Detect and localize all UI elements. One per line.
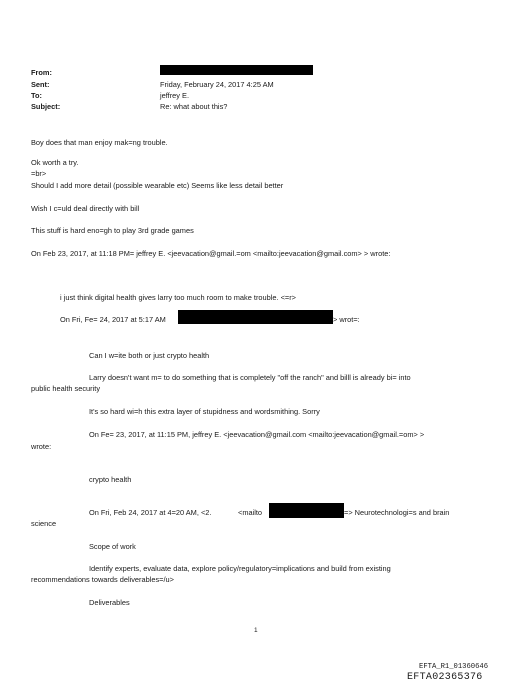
redacted-email: [269, 503, 344, 518]
redacted-from: [160, 65, 313, 75]
reply-line: On Fri, Feb 24, 2017 at 4=20 AM, <2.: [89, 508, 212, 517]
body-line: Should I add more detail (possible wearable etc) Seems like less detail better: [31, 181, 284, 190]
reply-line: public health security: [31, 384, 101, 393]
body-line: On Feb 23, 2017, at 11:18 PM= jeffrey E. <jeevacation@gmail.=om <mailto:jeevacation@gmail.com> > wrote:: [31, 249, 391, 258]
reply-line: <mailto: [238, 508, 263, 517]
quote-line: i just think digital health gives larry too much room to make trouble. <=r>: [60, 293, 296, 302]
to-value: jeffrey E.: [160, 91, 190, 100]
body-line: Ok worth a try.: [31, 158, 79, 167]
subject-label: Subject:: [31, 102, 61, 111]
sent-label: Sent:: [31, 80, 50, 89]
reply-line: science: [31, 519, 57, 528]
subject-value: Re: what about this?: [160, 102, 228, 111]
quote-line: > wrot=:: [333, 315, 360, 324]
sent-value: Friday, February 24, 2017 4:25 AM: [160, 80, 274, 89]
redacted-sender: [178, 310, 333, 324]
reply-line: Can I w=ite both or just crypto health: [89, 351, 210, 360]
reply-line: wrote:: [31, 442, 52, 451]
reply-line: Larry doesn't want m= to do something that is completely "off the ranch" and billl is already bi= into: [89, 373, 411, 382]
reply-line: Deliverables: [89, 598, 130, 607]
body-line: =br>: [31, 169, 47, 178]
reply-line: Scope of work: [89, 542, 136, 551]
bates-id-secondary: EFTA02365376: [407, 672, 483, 683]
reply-line: On Fe= 23, 2017, at 11:15 PM, jeffrey E. <jeevacation@gmail.com <mailto:jeevacation@gmail.=om> >: [89, 430, 425, 439]
reply-line: Identify experts, evaluate data, explore policy/regulatory=implications and build from existing: [89, 564, 391, 573]
bates-id-primary: EFTA_R1_01360646: [419, 663, 489, 671]
reply-line: crypto health: [89, 475, 132, 484]
to-label: To:: [31, 91, 42, 100]
body-line: Wish I c=uld deal directly with bill: [31, 204, 140, 213]
body-line: This stuff is hard eno=gh to play 3rd grade games: [31, 226, 194, 235]
page-number: 1: [254, 627, 258, 634]
body-line: Boy does that man enjoy mak=ng trouble.: [31, 138, 168, 147]
from-label: From:: [31, 68, 52, 77]
quote-line: On Fri, Fe= 24, 2017 at 5:17 AM: [60, 315, 166, 324]
reply-line: recommendations towards deliverables=/u>: [31, 575, 174, 584]
reply-line: It's so hard wi=h this extra layer of stupidness and wordsmithing. Sorry: [89, 407, 320, 416]
reply-line: => Neurotechnologi=s and brain: [344, 508, 450, 517]
